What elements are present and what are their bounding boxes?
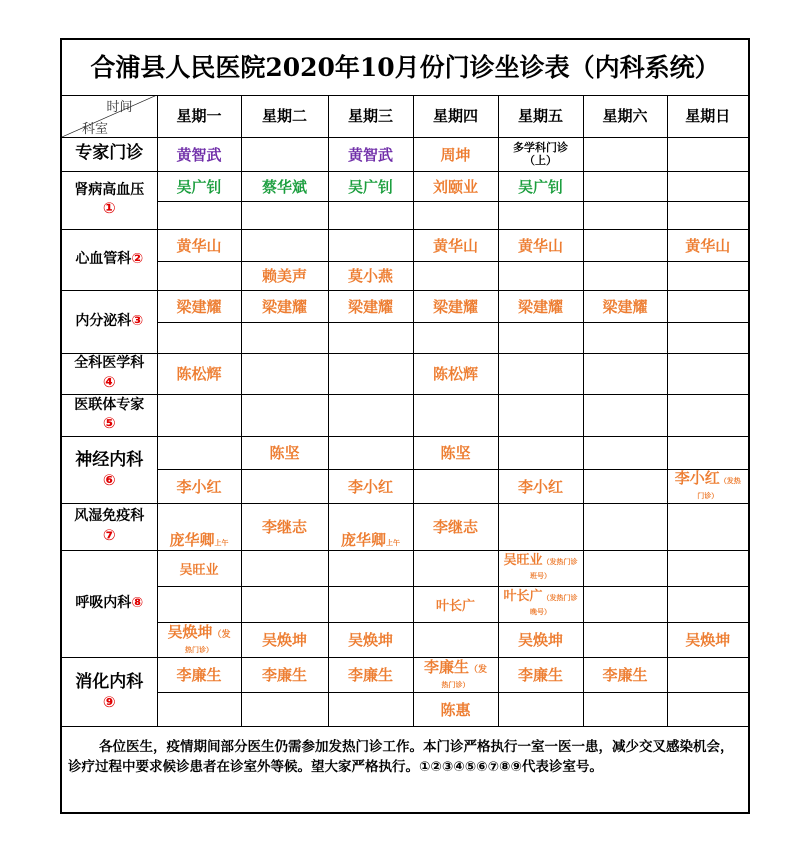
room-number: ④ (102, 372, 116, 391)
schedule-cell: 吴焕坤 (328, 622, 413, 657)
schedule-cell (157, 261, 241, 290)
room-number: ⑨ (102, 692, 116, 711)
day-header-wed: 星期三 (328, 95, 413, 137)
dept-expert: 专家门诊 (62, 137, 157, 171)
schedule-cell (413, 469, 498, 503)
schedule-cell (498, 137, 583, 171)
schedule-cell (667, 586, 748, 622)
schedule-cell (667, 550, 748, 586)
day-header-mon: 星期一 (157, 95, 241, 137)
schedule-cell: 李继志 (413, 503, 498, 550)
schedule-cell (241, 586, 328, 622)
schedule-cell: 陈坚 (413, 436, 498, 469)
doctor-name: 叶长广 (503, 588, 543, 604)
schedule-cell: 李小红 (157, 469, 241, 503)
table-row (62, 469, 748, 503)
schedule-cell: 刘颐业 (413, 171, 498, 201)
table-row (62, 322, 748, 353)
schedule-cell (498, 353, 583, 394)
schedule-cell: 梁建耀 (413, 290, 498, 322)
schedule-cell: 叶长广 (413, 586, 498, 622)
schedule-cell (667, 353, 748, 394)
day-header-sat: 星期六 (583, 95, 667, 137)
fever-clinic-note: 班号） (530, 572, 551, 580)
schedule-cell: 梁建耀 (498, 290, 583, 322)
room-number: ① (102, 199, 116, 218)
schedule-cell (667, 171, 748, 201)
schedule-cell (583, 622, 667, 657)
schedule-cell (667, 201, 748, 229)
schedule-table (62, 95, 748, 727)
schedule-cell (157, 503, 241, 550)
dept-neuro (62, 436, 157, 503)
schedule-cell (498, 692, 583, 726)
schedule-cell (583, 436, 667, 469)
schedule-cell (328, 229, 413, 261)
schedule-cell (498, 503, 583, 550)
schedule-cell (413, 657, 498, 692)
schedule-cell (583, 469, 667, 503)
schedule-cell (583, 353, 667, 394)
doctor-name: 李小红 (674, 469, 720, 487)
schedule-cell (667, 290, 748, 322)
schedule-cell: 吴焕坤 (498, 622, 583, 657)
dept-union (62, 394, 157, 436)
header-row (62, 95, 748, 137)
fever-clinic-note: （发热门诊 (542, 557, 578, 566)
schedule-cell (241, 550, 328, 586)
fever-clinic-note: 热门诊） (441, 680, 470, 689)
dept-resp-label: 呼吸内科 (75, 594, 132, 611)
schedule-cell: 赖美声 (241, 261, 328, 290)
table-row (62, 229, 748, 261)
fever-clinic-note: （发 (212, 629, 231, 640)
schedule-cell (583, 137, 667, 171)
schedule-cell (241, 322, 328, 353)
schedule-cell (328, 436, 413, 469)
schedule-cell (667, 469, 748, 503)
schedule-cell (328, 692, 413, 726)
schedule-cell (583, 261, 667, 290)
schedule-cell: 梁建耀 (157, 290, 241, 322)
multidisciplinary-label: 多学科门诊 (513, 140, 568, 154)
schedule-cell: 莫小燕 (328, 261, 413, 290)
fever-clinic-note: 热门诊） (185, 645, 213, 654)
dept-endo-label: 内分泌科 (75, 312, 132, 329)
schedule-cell (241, 692, 328, 726)
dept-neuro-label: 神经内科 (75, 449, 144, 470)
dept-kidney-label: 肾病高血压 (74, 181, 145, 198)
day-header-thu: 星期四 (413, 95, 498, 137)
schedule-cell (328, 353, 413, 394)
schedule-cell: 李继志 (241, 503, 328, 550)
table-row (62, 394, 748, 436)
table-row (62, 353, 748, 394)
schedule-cell: 李小红 (328, 469, 413, 503)
schedule-cell (583, 692, 667, 726)
schedule-cell: 陈松辉 (413, 353, 498, 394)
table-row (62, 436, 748, 469)
schedule-cell: 梁建耀 (241, 290, 328, 322)
doctor-name: 吴旺业 (503, 552, 543, 568)
schedule-cell: 陈松辉 (157, 353, 241, 394)
morning-note: 上午 (214, 538, 229, 547)
day-header-sun: 星期日 (667, 95, 748, 137)
schedule-cell (157, 394, 241, 436)
schedule-cell (583, 586, 667, 622)
schedule-cell (667, 436, 748, 469)
dept-cardio (62, 229, 157, 290)
schedule-cell (413, 261, 498, 290)
schedule-cell (583, 201, 667, 229)
schedule-cell (157, 436, 241, 469)
table-row (62, 137, 748, 171)
schedule-cell (413, 322, 498, 353)
table-row (62, 622, 748, 657)
schedule-cell: 吴广钊 (498, 171, 583, 201)
schedule-cell: 吴焕坤 (667, 622, 748, 657)
schedule-cell (498, 550, 583, 586)
schedule-cell (583, 394, 667, 436)
dept-kidney (62, 171, 157, 229)
schedule-cell (241, 137, 328, 171)
schedule-cell (667, 394, 748, 436)
dept-gastro-label: 消化内科 (75, 671, 144, 692)
schedule-cell (498, 586, 583, 622)
table-row (62, 171, 748, 201)
schedule-cell (583, 171, 667, 201)
doctor-name: 李廉生 (423, 657, 469, 676)
table-row (62, 586, 748, 622)
schedule-cell: 黄华山 (667, 229, 748, 261)
schedule-cell: 李廉生 (498, 657, 583, 692)
schedule-cell (328, 322, 413, 353)
schedule-cell: 梁建耀 (583, 290, 667, 322)
schedule-cell (413, 394, 498, 436)
schedule-cell: 李廉生 (328, 657, 413, 692)
room-number: ⑧ (131, 594, 144, 611)
schedule-cell (583, 550, 667, 586)
fever-clinic-note: （发 (469, 664, 488, 675)
room-number: ⑤ (102, 414, 116, 433)
schedule-cell: 黄华山 (413, 229, 498, 261)
dept-gastro (62, 657, 157, 726)
schedule-cell: 黄智武 (328, 137, 413, 171)
schedule-cell (328, 550, 413, 586)
morning-note: 上午 (386, 538, 400, 547)
schedule-cell (667, 503, 748, 550)
schedule-cell (667, 261, 748, 290)
schedule-cell (157, 622, 241, 657)
corner-dept-label: 科室 (82, 121, 109, 137)
schedule-cell: 李廉生 (583, 657, 667, 692)
schedule-cell (413, 201, 498, 229)
schedule-cell (583, 229, 667, 261)
schedule-cell (498, 261, 583, 290)
schedule-cell (498, 394, 583, 436)
table-row (62, 201, 748, 229)
schedule-cell (498, 436, 583, 469)
schedule-cell: 吴旺业 (157, 550, 241, 586)
schedule-cell: 陈坚 (241, 436, 328, 469)
schedule-cell: 李廉生 (157, 657, 241, 692)
schedule-cell (157, 692, 241, 726)
day-header-tue: 星期二 (241, 95, 328, 137)
schedule-cell: 蔡华斌 (241, 171, 328, 201)
schedule-cell: 吴广钊 (328, 171, 413, 201)
schedule-cell (413, 550, 498, 586)
dept-rheum-label: 风湿免疫科 (74, 508, 145, 525)
table-row (62, 550, 748, 586)
schedule-cell (241, 353, 328, 394)
fever-clinic-note: 晚号） (530, 608, 551, 616)
table-row (62, 692, 748, 726)
schedule-cell: 黄智武 (157, 137, 241, 171)
doctor-name: 庞华卿 (169, 530, 215, 549)
schedule-cell (667, 657, 748, 692)
schedule-cell (667, 692, 748, 726)
schedule-sheet (60, 38, 750, 814)
room-number: ⑦ (102, 525, 116, 544)
notice-text: 各位医生，疫情期间部分医生仍需参加发热门诊工作。本门诊严格执行一室一医一患，减少交叉感染机会，诊疗过程中要求候诊患者在诊室外等候。望大家严格执行。①②③④⑤⑥⑦⑧⑨代表诊室号。 (68, 739, 734, 775)
day-header-fri: 星期五 (498, 95, 583, 137)
doctor-name: 吴焕坤 (167, 622, 213, 641)
room-number: ② (131, 250, 144, 267)
schedule-cell (157, 201, 241, 229)
schedule-cell (241, 394, 328, 436)
table-row (62, 290, 748, 322)
dept-union-label: 医联体专家 (74, 396, 145, 413)
morning-label: （上） (524, 154, 557, 167)
corner-time-label: 时间 (106, 100, 133, 115)
dept-general (62, 353, 157, 394)
fever-clinic-note: （发热 (719, 477, 741, 485)
dept-cardio-label: 心血管科 (75, 250, 132, 267)
schedule-cell: 周坤 (413, 137, 498, 171)
doctor-name: 庞华卿 (340, 530, 386, 549)
schedule-cell (157, 586, 241, 622)
schedule-cell (157, 322, 241, 353)
dept-resp (62, 550, 157, 657)
schedule-cell (328, 586, 413, 622)
table-row (62, 657, 748, 692)
dept-general-label: 全科医学科 (74, 355, 145, 372)
schedule-cell (241, 201, 328, 229)
page-title: 合浦县人民医院2020年10月份门诊坐诊表（内科系统） (62, 40, 748, 96)
schedule-cell: 梁建耀 (328, 290, 413, 322)
table-row (62, 503, 748, 550)
schedule-cell (413, 622, 498, 657)
schedule-cell (583, 503, 667, 550)
schedule-cell (241, 229, 328, 261)
schedule-cell: 吴焕坤 (241, 622, 328, 657)
fever-clinic-note: （发热门诊 (542, 593, 578, 602)
schedule-cell (667, 322, 748, 353)
schedule-cell (328, 394, 413, 436)
dept-endo (62, 290, 157, 353)
schedule-cell (498, 201, 583, 229)
room-number: ③ (131, 312, 144, 329)
schedule-cell: 李小红 (498, 469, 583, 503)
schedule-cell: 黄华山 (157, 229, 241, 261)
schedule-cell: 黄华山 (498, 229, 583, 261)
dept-rheum (62, 503, 157, 550)
schedule-cell (667, 137, 748, 171)
schedule-cell (583, 322, 667, 353)
table-row (62, 261, 748, 290)
schedule-cell: 吴广钊 (157, 171, 241, 201)
room-number: ⑥ (102, 470, 116, 489)
schedule-cell (328, 201, 413, 229)
corner-header (62, 95, 157, 137)
schedule-cell: 李廉生 (241, 657, 328, 692)
schedule-cell (498, 322, 583, 353)
fever-clinic-note: 门诊） (697, 492, 719, 500)
schedule-cell: 陈惠 (413, 692, 498, 726)
schedule-cell (328, 503, 413, 550)
schedule-cell (241, 469, 328, 503)
